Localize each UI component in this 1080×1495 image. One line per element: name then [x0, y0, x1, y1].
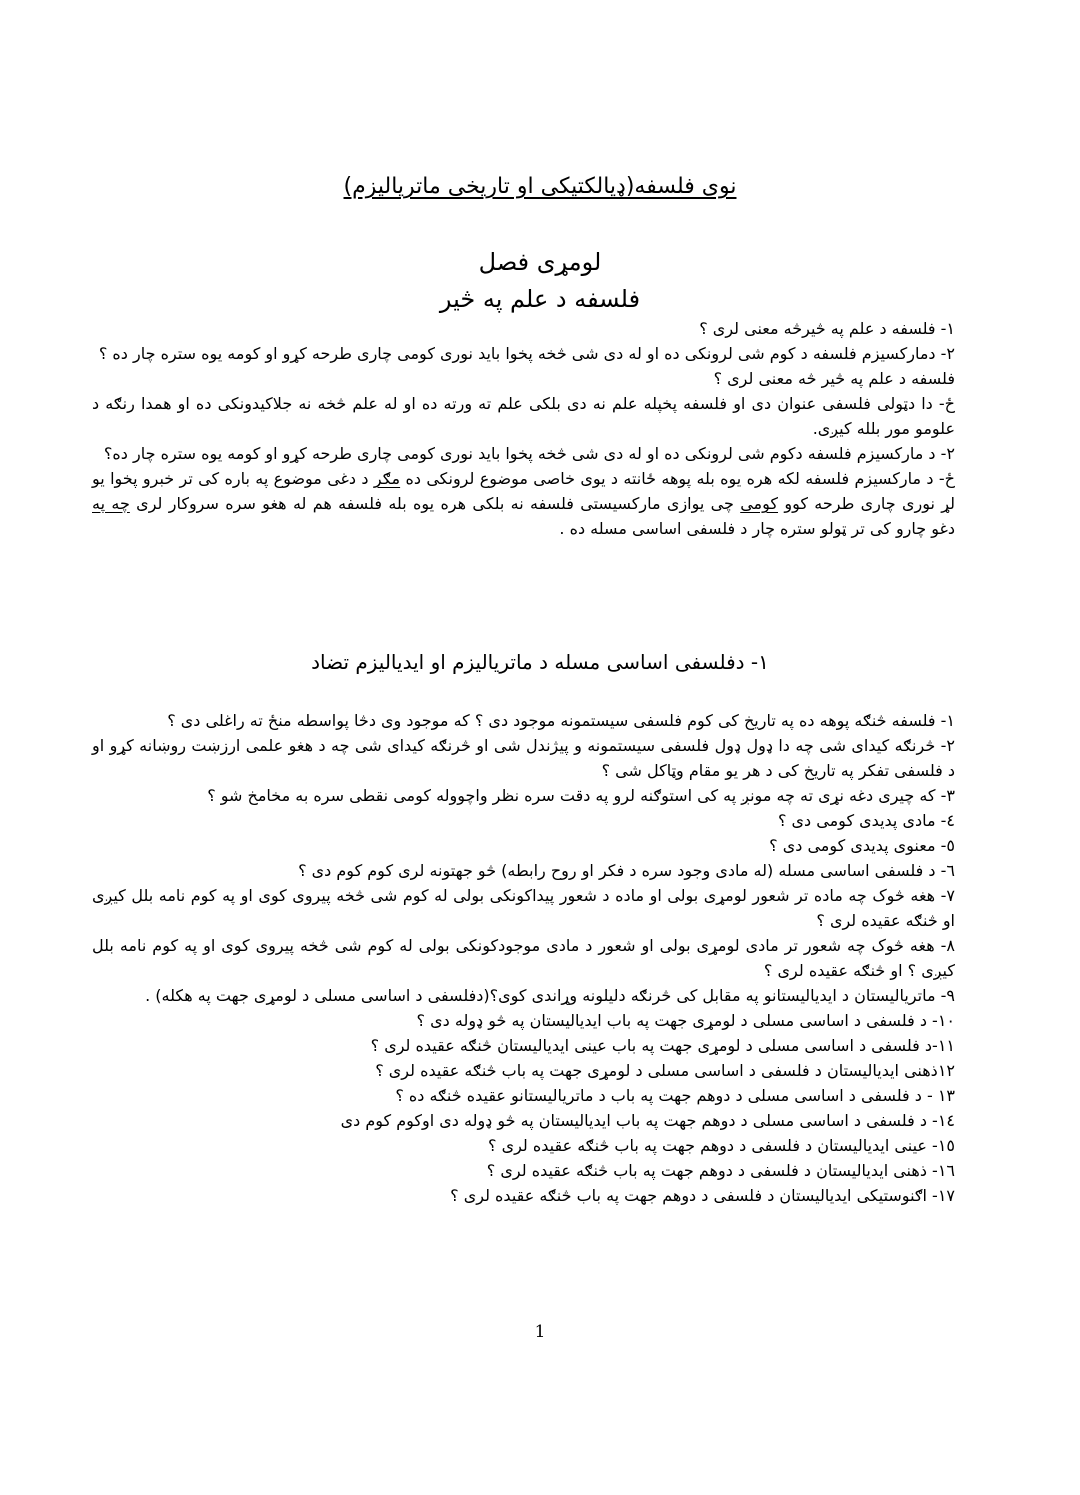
list-item: ١٥- عینی ایدیالیستان د فلسفی د دوهم جهت په باب څنګه عقیده لری ؟ — [487, 1136, 955, 1155]
list-item: ٦- د فلسفی اساسی مسله (له مادی وجود سره د فکر او روح رابطه) څو جهتونه لری کوم کوم دی ؟ — [298, 861, 955, 880]
answer-2-text-3: چی یوازی مارکسیستی فلسفه نه بلکی هره یوه بله فلسفه هم له هغو سره سروکار لری — [129, 494, 741, 513]
list-item: ١٧- اګنوستیکی ایدیالیستان د فلسفی د دوهم جهت په باب څنګه عقیده لری ؟ — [450, 1186, 955, 1205]
answer-2-underlined-3: چه په — [92, 494, 130, 513]
answer-1: ځ- دا دټولی فلسفی عنوان دی او فلسفه پخپله علم نه دی بلکی علم ته ورته ده او له علم څخه نه جلاکیدونکی ده او همدا رنګه د علومو مور بلله کیږی. — [92, 394, 955, 438]
list-item: ١١-د فلسفی د اساسی مسلی د لومړی جهت په باب عینی ایدیالیستان څنګه عقیده لری ؟ — [370, 1036, 955, 1055]
list-item: ٥- معنوی پدیدی کومی دی ؟ — [769, 836, 955, 855]
list-item: ١٤- د فلسفی د اساسی مسلی د دوهم جهت په باب ایدیالیستان په څو ډوله دی اوکوم کوم دی — [340, 1111, 955, 1130]
chapter-subtitle: فلسفه د علم په څیر — [439, 285, 641, 313]
answer-2-text-2: د دغی موضوع په باره کی تر خبرو پخوا یو لړ نوری چاری طرحه کوو — [92, 469, 955, 513]
question-3: فلسفه د علم په څیر څه معنی لری ؟ — [713, 369, 955, 388]
list-item: ٣- که چیری دغه نړی ته چه مونږ په کی استوګنه لرو په دقت سره نظر واچووله کومی نقطی سره به مخامخ شو ؟ — [207, 786, 955, 805]
page-number: 1 — [534, 1322, 546, 1342]
list-item: ٢- څرنګه کیدای شی چه دا ډول ډول فلسفی سیستمونه و پیژندل شی او څرنګه کیدای شی چه د هغو علمی ارزښت روښانه کړو او د فلسفی تفکر په تاریخ کی د هر یو مقام وټاکل شی ؟ — [92, 736, 955, 780]
list-item: ١- فلسفه څنګه پوهه ده په تاریخ کی کوم فلسفی سیستمونه موجود دی ؟ که موجود وی دڅا پواسطه منځ ته راغلی دی ؟ — [167, 711, 955, 730]
list-item: ٧- هغه څوک چه ماده تر شعور لومړی بولی او ماده د شعور پیداکونکی بولی له کوم شی څخه پیروی کوی او په کوم نامه بلل کیږی او څنګه عقیده لری ؟ — [92, 886, 955, 930]
section-questions-block — [92, 708, 955, 1208]
list-item: ٤- مادی پدیدی کومی دی ؟ — [777, 811, 955, 830]
chapter-name: لومړی فصل — [478, 248, 602, 276]
list-item: ١٠- د فلسفی د اساسی مسلی د لومړی جهت په باب ایدیالیستان په څو ډوله دی ؟ — [416, 1011, 955, 1030]
answer-2-underlined-1: مګر — [373, 469, 401, 488]
question-4: ٢- د مارکسیزم فلسفه دکوم شی لرونکی ده او له دی شی څخه پخوا باید نوری کومی چاری طرحه کړو او کومه یوه ستره چار ده؟ — [103, 444, 955, 463]
section-heading: ١- دفلسفی اساسی مسله د ماتریالیزم او ایدیالیزم تضاد — [311, 650, 769, 674]
answer-2-underlined-2: کومی — [740, 494, 779, 513]
list-item: ١٢ذهنی ایدیالیستان د فلسفی د اساسی مسلی د لومړی جهت په باب څنګه عقیده لری ؟ — [375, 1061, 955, 1080]
list-item: ٨- هغه څوک چه شعور تر مادی لومړی بولی او شعور د مادی موجودکونکی بولی له کوم شی څخه پیروی کوی او په کوم نامه بلل کیږی ؟ او څنګه عقیده لری ؟ — [92, 936, 955, 980]
document-title: نوی فلسفه(ډیالکتیکی او تاریخی ماتریالیزم) — [343, 174, 737, 199]
list-item: ١٣ - د فلسفی د اساسی مسلی د دوهم جهت په باب د ماتریالیستانو عقیده څنګه ده ؟ — [395, 1086, 955, 1105]
list-item: ١٦- ذهنی ایدیالیستان د فلسفی د دوهم جهت په باب څنګه عقیده لری ؟ — [486, 1161, 955, 1180]
answer-2 — [92, 466, 955, 541]
answer-2-text-1: ځ- د مارکسیزم فلسفه لکه هره یوه بله پوهه ځانته د یوی خاصی موضوع لرونکی ده — [400, 469, 956, 488]
question-1: ١- فلسفه د علم په څیرڅه معنی لری ؟ — [699, 319, 955, 338]
list-item: ٩- ماتریالیستان د ایدیالیستانو په مقابل کی څرنګه دلیلونه وړاندی کوی؟(دفلسفی د اساسی مسلی د لومړی جهت په هکله) . — [145, 986, 955, 1005]
question-2: ٢- دمارکسیزم فلسفه د کوم شی لرونکی ده او له دی شی څخه پخوا باید نوری کومی چاری طرحه کړو او کومه یوه ستره چار ده ؟ — [98, 344, 955, 363]
intro-questions-block — [92, 316, 955, 541]
answer-2-text-4: دغو چارو کی تر ټولو ستره چار د فلسفی اساسی مسله ده . — [559, 519, 955, 538]
